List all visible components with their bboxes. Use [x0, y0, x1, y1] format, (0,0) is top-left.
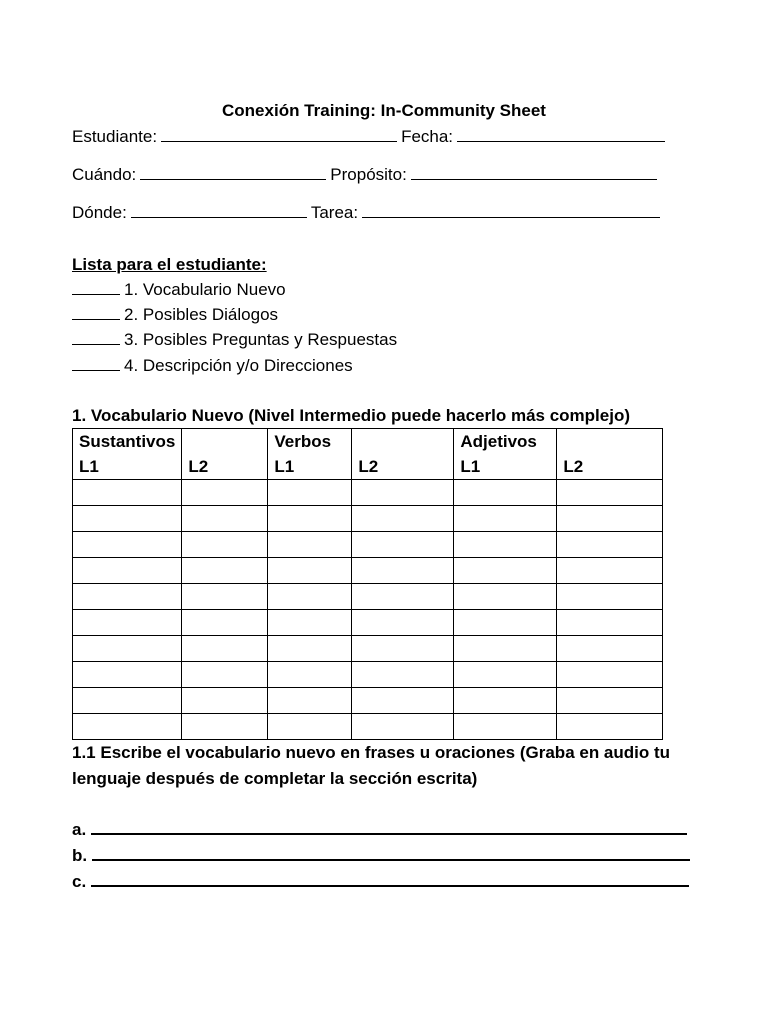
- table-cell[interactable]: [454, 662, 557, 688]
- table-cell[interactable]: [454, 636, 557, 662]
- cuando-label: Cuándo:: [72, 165, 137, 184]
- answer-label: a.: [72, 820, 87, 839]
- answer-line-b: [72, 845, 690, 866]
- table-cell[interactable]: [454, 714, 557, 740]
- l2-label: L2: [358, 457, 379, 476]
- page-title: Conexión Training: In-Community Sheet: [222, 101, 546, 120]
- table-row: [73, 714, 663, 740]
- table-cell[interactable]: [352, 662, 454, 688]
- answer-label: c.: [72, 872, 87, 891]
- group-label-adjetivos: Adjetivos: [460, 432, 537, 451]
- table-cell[interactable]: [73, 506, 182, 532]
- header-cell: [352, 429, 454, 480]
- header-cell: [268, 429, 352, 480]
- group-label-verbos: Verbos: [274, 432, 332, 451]
- section1-1-heading: 1.1 Escribe el vocabulario nuevo en frases u oraciones (Graba en audio tu lenguaje después de completar la sección escrita): [72, 743, 671, 788]
- section1-heading: 1. Vocabulario Nuevo (Nivel Intermedio puede hacerlo más complejo): [72, 406, 630, 425]
- table-cell[interactable]: [182, 636, 268, 662]
- estudiante-label: Estudiante:: [72, 127, 158, 146]
- table-row: [73, 532, 663, 558]
- row-donde-tarea: [72, 203, 664, 223]
- checklist-item-label: 1. Vocabulario Nuevo: [124, 280, 286, 299]
- table-cell[interactable]: [557, 714, 663, 740]
- table-cell[interactable]: [454, 506, 557, 532]
- table-row: [73, 688, 663, 714]
- estudiante-field[interactable]: [161, 127, 397, 142]
- table-cell[interactable]: [352, 480, 454, 506]
- fecha-label: Fecha:: [401, 127, 454, 146]
- checklist-item-label: 4. Descripción y/o Direcciones: [124, 356, 353, 375]
- table-cell[interactable]: [454, 688, 557, 714]
- answer-field[interactable]: [91, 871, 689, 887]
- table-cell[interactable]: [268, 688, 352, 714]
- proposito-field[interactable]: [411, 165, 657, 180]
- checklist-item: [72, 356, 353, 376]
- header-cell: [73, 429, 182, 480]
- table-row: [73, 558, 663, 584]
- checklist-blank[interactable]: [72, 280, 120, 295]
- table-cell[interactable]: [352, 558, 454, 584]
- checklist-blank[interactable]: [72, 305, 120, 320]
- table-cell[interactable]: [268, 610, 352, 636]
- donde-field[interactable]: [131, 203, 307, 218]
- header-cell: [182, 429, 268, 480]
- table-cell[interactable]: [352, 714, 454, 740]
- table-cell[interactable]: [73, 584, 182, 610]
- table-cell[interactable]: [557, 532, 663, 558]
- fecha-field[interactable]: [457, 127, 665, 142]
- table-row: [73, 506, 663, 532]
- table-cell[interactable]: [352, 532, 454, 558]
- checklist-heading: Lista para el estudiante:: [72, 255, 267, 274]
- table-cell[interactable]: [182, 584, 268, 610]
- header-cell: [557, 429, 663, 480]
- table-row: [73, 480, 663, 506]
- table-cell[interactable]: [182, 480, 268, 506]
- table-cell[interactable]: [454, 610, 557, 636]
- answer-label: b.: [72, 846, 88, 865]
- table-cell[interactable]: [268, 558, 352, 584]
- table-cell[interactable]: [73, 688, 182, 714]
- table-cell[interactable]: [557, 688, 663, 714]
- table-row: [73, 610, 663, 636]
- table-cell[interactable]: [182, 662, 268, 688]
- table-cell[interactable]: [73, 714, 182, 740]
- checklist-item: [72, 330, 397, 350]
- table-cell[interactable]: [352, 610, 454, 636]
- table-cell[interactable]: [352, 636, 454, 662]
- table-cell[interactable]: [352, 688, 454, 714]
- table-cell[interactable]: [268, 584, 352, 610]
- table-cell[interactable]: [268, 532, 352, 558]
- table-cell[interactable]: [557, 662, 663, 688]
- donde-label: Dónde:: [72, 203, 127, 222]
- table-cell[interactable]: [454, 584, 557, 610]
- table-cell[interactable]: [557, 610, 663, 636]
- table-cell[interactable]: [182, 558, 268, 584]
- tarea-label: Tarea:: [310, 203, 359, 222]
- table-cell[interactable]: [73, 532, 182, 558]
- checklist-blank[interactable]: [72, 356, 120, 371]
- answer-field[interactable]: [91, 819, 687, 835]
- proposito-label: Propósito:: [330, 165, 407, 184]
- table-row: [73, 584, 663, 610]
- table-cell[interactable]: [73, 662, 182, 688]
- checklist-blank[interactable]: [72, 330, 120, 345]
- answer-line-c: [72, 871, 689, 892]
- table-cell[interactable]: [454, 558, 557, 584]
- checklist-item: [72, 305, 278, 325]
- table-row: [73, 662, 663, 688]
- table-cell[interactable]: [352, 506, 454, 532]
- l1-label: L1: [274, 457, 295, 476]
- tarea-field[interactable]: [362, 203, 660, 218]
- group-label-sustantivos: Sustantivos: [79, 432, 176, 451]
- cuando-field[interactable]: [140, 165, 326, 180]
- l2-label: L2: [188, 457, 209, 476]
- l1-label: L1: [460, 457, 481, 476]
- table-cell[interactable]: [557, 480, 663, 506]
- answer-line-a: [72, 819, 687, 840]
- table-cell[interactable]: [352, 584, 454, 610]
- l2-label: L2: [563, 457, 584, 476]
- table-cell[interactable]: [454, 532, 557, 558]
- table-cell[interactable]: [182, 714, 268, 740]
- table-cell[interactable]: [268, 506, 352, 532]
- table-cell[interactable]: [268, 636, 352, 662]
- table-header-row: [73, 429, 663, 480]
- header-cell: [454, 429, 557, 480]
- table-cell[interactable]: [268, 662, 352, 688]
- table-cell[interactable]: [268, 714, 352, 740]
- table-cell[interactable]: [557, 636, 663, 662]
- table-cell[interactable]: [182, 610, 268, 636]
- answer-field[interactable]: [92, 845, 690, 861]
- table-cell[interactable]: [182, 688, 268, 714]
- checklist-item-label: 3. Posibles Preguntas y Respuestas: [124, 330, 398, 349]
- table-cell[interactable]: [73, 480, 182, 506]
- l1-label: L1: [79, 457, 99, 476]
- table-row: [73, 636, 663, 662]
- table-cell[interactable]: [73, 610, 182, 636]
- table-cell[interactable]: [557, 506, 663, 532]
- table-cell[interactable]: [557, 558, 663, 584]
- table-cell[interactable]: [73, 558, 182, 584]
- vocabulary-table: [72, 428, 663, 740]
- table-cell[interactable]: [182, 506, 268, 532]
- checklist-item-label: 2. Posibles Diálogos: [124, 305, 279, 324]
- table-cell[interactable]: [182, 532, 268, 558]
- table-cell[interactable]: [268, 480, 352, 506]
- table-cell[interactable]: [73, 636, 182, 662]
- table-cell[interactable]: [454, 480, 557, 506]
- checklist-item: [72, 280, 286, 300]
- row-estudiante-fecha: [72, 127, 669, 147]
- row-cuando-proposito: [72, 165, 661, 185]
- table-cell[interactable]: [557, 584, 663, 610]
